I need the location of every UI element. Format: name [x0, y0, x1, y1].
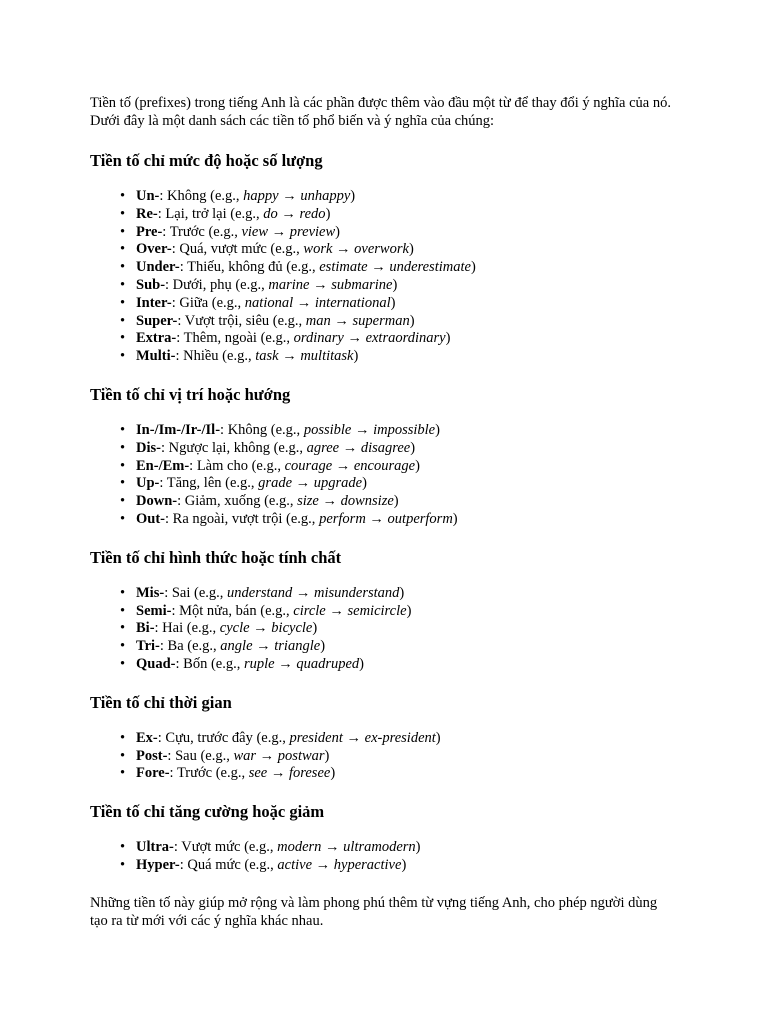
- closing-paren: ): [312, 620, 318, 637]
- example-derived-word: disagree: [360, 439, 411, 456]
- list-item: [136, 839, 678, 857]
- prefix-meaning: : Ra ngoài, vượt trội (e.g.,: [165, 510, 320, 527]
- arrow-separator: →: [278, 188, 301, 204]
- closing-paren: ): [410, 439, 416, 456]
- prefix-term: Sub-: [136, 276, 166, 293]
- closing-paren: ): [320, 638, 326, 655]
- prefix-term: Over-: [136, 241, 172, 258]
- prefix-term: Ultra-: [136, 839, 174, 856]
- arrow-separator: →: [312, 856, 334, 873]
- closing-paren: ): [415, 839, 421, 856]
- prefix-term: Semi-: [136, 602, 172, 619]
- arrow-separator: →: [342, 729, 365, 746]
- prefix-term: Un-: [136, 188, 160, 204]
- example-derived-word: unhappy: [300, 188, 351, 204]
- prefix-sections: [90, 151, 678, 875]
- prefix-term: In-/Im-/Ir-/Il-: [136, 421, 221, 438]
- closing-paren: ): [470, 259, 476, 276]
- prefix-meaning: : Hai (e.g.,: [154, 620, 220, 637]
- arrow-separator: →: [268, 223, 290, 240]
- list-item: [136, 206, 678, 224]
- list-item: [136, 585, 678, 603]
- list-item: [136, 313, 678, 331]
- prefix-meaning: : Quá, vượt mức (e.g.,: [171, 241, 304, 258]
- example-derived-word: underestimate: [389, 259, 471, 276]
- example-base-word: possible: [303, 421, 352, 438]
- arrow-separator: →: [330, 312, 353, 329]
- list-item: [136, 765, 678, 783]
- list-item: [136, 656, 678, 674]
- example-base-word: courage: [284, 457, 333, 474]
- intro-paragraph: Tiền tố (prefixes) trong tiếng Anh là các phần được thêm vào đầu một từ để thay đổi ý nghĩa của nó. Dưới đây là một danh sách các tiền tố phổ biến và ý nghĩa của chúng:: [90, 95, 671, 129]
- section-heading: Tiền tố chỉ tăng cường hoặc giảm: [90, 802, 325, 822]
- prefix-term: Dis-: [136, 439, 161, 456]
- example-base-word: estimate: [319, 259, 368, 276]
- example-derived-word: semicircle: [347, 602, 407, 619]
- prefix-meaning: : Dưới, phụ (e.g.,: [165, 276, 269, 293]
- prefix-term: Pre-: [136, 223, 163, 240]
- prefix-meaning: : Không (e.g.,: [159, 188, 244, 204]
- arrow-separator: →: [325, 602, 348, 619]
- prefix-meaning: : Không (e.g.,: [220, 421, 304, 438]
- closing-paren: ): [325, 205, 331, 222]
- arrow-separator: →: [249, 620, 272, 637]
- list-item: [136, 348, 678, 366]
- example-base-word: angle: [220, 638, 253, 655]
- prefix-meaning: : Sai (e.g.,: [164, 584, 228, 601]
- example-derived-word: ultramodern: [343, 839, 416, 856]
- closing-paren: ): [359, 655, 365, 672]
- example-base-word: perform: [319, 510, 366, 527]
- example-derived-word: impossible: [373, 421, 436, 438]
- example-derived-word: extraordinary: [365, 330, 446, 347]
- prefix-meaning: : Cựu, trước đây (e.g.,: [157, 729, 290, 746]
- prefix-meaning: : Bốn (e.g.,: [175, 655, 244, 672]
- example-derived-word: redo: [299, 205, 326, 222]
- example-derived-word: downsize: [340, 493, 394, 510]
- list-item: [136, 493, 678, 511]
- list-item: [136, 188, 678, 206]
- list-item: [136, 440, 678, 458]
- outro-paragraph: Những tiền tố này giúp mở rộng và làm phong phú thêm từ vựng tiếng Anh, cho phép người dùng tạo ra từ mới với các ý nghĩa khác nhau.: [90, 894, 658, 929]
- list-item: [136, 224, 678, 242]
- list-item: [136, 511, 678, 529]
- prefix-meaning: : Nhiều (e.g.,: [175, 348, 256, 365]
- example-base-word: task: [255, 348, 279, 365]
- example-base-word: grade: [258, 475, 293, 492]
- example-base-word: ruple: [243, 655, 275, 672]
- closing-paren: ): [452, 510, 458, 527]
- example-base-word: marine: [268, 276, 310, 293]
- arrow-separator: →: [332, 241, 355, 258]
- arrow-separator: →: [267, 765, 289, 782]
- prefix-meaning: : Vượt mức (e.g.,: [173, 839, 278, 856]
- prefix-meaning: : Ba (e.g.,: [159, 638, 221, 655]
- section-heading: Tiền tố chỉ thời gian: [90, 692, 232, 712]
- example-derived-word: postwar: [277, 747, 325, 764]
- closing-paren: ): [409, 312, 415, 329]
- arrow-separator: →: [318, 493, 341, 510]
- prefix-meaning: : Một nửa, bán (e.g.,: [171, 602, 294, 619]
- list-item: [136, 620, 678, 638]
- prefix-meaning: : Làm cho (e.g.,: [189, 457, 285, 474]
- closing-paren: ): [445, 330, 451, 347]
- prefix-meaning: : Thêm, ngoài (e.g.,: [176, 330, 294, 347]
- prefix-term: Bi-: [136, 620, 155, 637]
- example-derived-word: upgrade: [313, 475, 363, 492]
- example-base-word: agree: [306, 439, 340, 456]
- example-base-word: size: [297, 493, 319, 510]
- example-base-word: cycle: [219, 620, 250, 637]
- list-item: [136, 259, 678, 277]
- prefix-meaning: : Thiếu, không đủ (e.g.,: [179, 259, 320, 276]
- arrow-separator: →: [274, 655, 297, 672]
- example-base-word: work: [303, 241, 333, 258]
- example-derived-word: quadruped: [296, 655, 360, 672]
- arrow-separator: →: [292, 475, 314, 492]
- arrow-separator: →: [256, 747, 278, 764]
- prefix-meaning: : Vượt trội, siêu (e.g.,: [177, 312, 306, 329]
- example-derived-word: encourage: [353, 457, 416, 474]
- prefix-term: Quad-: [136, 655, 176, 672]
- prefix-term: Inter-: [136, 294, 172, 311]
- prefix-term: Under-: [136, 259, 180, 276]
- example-base-word: war: [233, 747, 257, 764]
- example-derived-word: multitask: [300, 348, 354, 365]
- prefix-term: Hyper-: [136, 856, 180, 873]
- closing-paren: ): [415, 457, 420, 474]
- example-derived-word: foresee: [288, 765, 331, 782]
- example-derived-word: hyperactive: [333, 856, 402, 873]
- example-base-word: happy: [243, 188, 279, 204]
- example-base-word: see: [248, 765, 268, 782]
- closing-paren: ): [350, 188, 356, 204]
- closing-paren: ): [393, 493, 399, 510]
- prefix-term: Super-: [136, 312, 178, 329]
- example-base-word: view: [241, 223, 269, 240]
- arrow-separator: →: [332, 457, 354, 474]
- prefix-term: Down-: [136, 493, 178, 510]
- section-heading: Tiền tố chỉ hình thức hoặc tính chất: [90, 547, 342, 567]
- example-base-word: do: [263, 205, 278, 222]
- prefix-list: [90, 730, 678, 783]
- example-derived-word: submarine: [331, 276, 393, 293]
- example-derived-word: international: [314, 294, 391, 311]
- arrow-separator: →: [343, 330, 366, 347]
- closing-paren: ): [408, 241, 414, 258]
- section-heading: Tiền tố chỉ vị trí hoặc hướng: [90, 384, 291, 404]
- example-derived-word: preview: [289, 223, 336, 240]
- closing-paren: ): [399, 584, 405, 601]
- closing-paren: ): [435, 421, 440, 438]
- example-derived-word: ex-president: [364, 729, 436, 746]
- example-base-word: circle: [293, 602, 326, 619]
- example-derived-word: superman: [352, 312, 410, 329]
- prefix-term: Extra-: [136, 330, 177, 347]
- arrow-separator: →: [321, 839, 344, 856]
- arrow-separator: →: [252, 638, 275, 655]
- prefix-term: Ex-: [136, 729, 158, 746]
- prefix-meaning: : Trước (e.g.,: [169, 765, 249, 782]
- prefix-term: Out-: [136, 510, 165, 527]
- prefix-meaning: : Quá mức (e.g.,: [179, 856, 278, 873]
- closing-paren: ): [330, 765, 336, 782]
- list-item: [136, 422, 678, 440]
- prefix-term: Re-: [136, 205, 158, 222]
- prefix-list: [90, 585, 678, 674]
- example-derived-word: bicycle: [271, 620, 313, 637]
- example-derived-word: outperform: [387, 510, 453, 527]
- prefix-meaning: : Tăng, lên (e.g.,: [159, 475, 259, 492]
- prefix-term: Tri-: [136, 638, 160, 655]
- list-item: [136, 748, 678, 766]
- example-base-word: modern: [277, 839, 322, 856]
- list-item: [136, 638, 678, 656]
- prefix-term: En-/Em-: [136, 457, 190, 474]
- closing-paren: ): [353, 348, 359, 365]
- closing-paren: ): [324, 747, 330, 764]
- example-derived-word: overwork: [354, 241, 409, 258]
- closing-paren: ): [390, 294, 396, 311]
- prefix-meaning: : Trước (e.g.,: [162, 223, 242, 240]
- closing-paren: ): [335, 223, 341, 240]
- list-item: [136, 857, 678, 875]
- example-base-word: president: [289, 729, 343, 746]
- list-item: [136, 277, 678, 295]
- arrow-separator: →: [278, 348, 301, 365]
- closing-paren: ): [401, 856, 407, 873]
- prefix-list: [90, 422, 678, 529]
- example-base-word: ordinary: [293, 330, 344, 347]
- example-base-word: national: [244, 294, 294, 311]
- arrow-separator: →: [339, 439, 361, 456]
- prefix-term: Up-: [136, 475, 160, 492]
- closing-paren: ): [406, 602, 412, 619]
- prefix-meaning: : Giữa (e.g.,: [171, 294, 245, 311]
- arrow-separator: →: [367, 259, 390, 276]
- arrow-separator: →: [309, 276, 332, 293]
- prefix-meaning: : Giảm, xuống (e.g.,: [177, 493, 298, 510]
- list-item: [136, 241, 678, 259]
- arrow-separator: →: [365, 510, 388, 527]
- prefix-term: Multi-: [136, 348, 176, 365]
- prefix-list: [90, 188, 678, 366]
- closing-paren: ): [392, 276, 398, 293]
- list-item: [136, 458, 678, 476]
- prefix-meaning: : Lại, trở lại (e.g.,: [157, 205, 264, 222]
- arrow-separator: →: [293, 294, 315, 311]
- list-item: [136, 475, 678, 493]
- prefix-term: Post-: [136, 747, 168, 764]
- example-base-word: active: [277, 856, 313, 873]
- arrow-separator: →: [277, 205, 300, 222]
- example-derived-word: triangle: [274, 638, 321, 655]
- example-base-word: man: [305, 312, 331, 329]
- list-item: [136, 295, 678, 313]
- list-item: [136, 603, 678, 621]
- example-derived-word: misunderstand: [314, 584, 400, 601]
- list-item: [136, 330, 678, 348]
- list-item: [136, 730, 678, 748]
- closing-paren: ): [435, 729, 441, 746]
- closing-paren: ): [362, 475, 367, 492]
- prefix-list: [90, 839, 678, 875]
- prefix-term: Fore-: [136, 765, 170, 782]
- prefix-meaning: : Ngược lại, không (e.g.,: [160, 439, 307, 456]
- arrow-separator: →: [292, 584, 315, 601]
- example-base-word: understand: [227, 584, 293, 601]
- prefix-meaning: : Sau (e.g.,: [167, 747, 234, 764]
- prefix-term: Mis-: [136, 584, 165, 601]
- arrow-separator: →: [351, 421, 374, 438]
- section-heading: Tiền tố chỉ mức độ hoặc số lượng: [90, 151, 323, 170]
